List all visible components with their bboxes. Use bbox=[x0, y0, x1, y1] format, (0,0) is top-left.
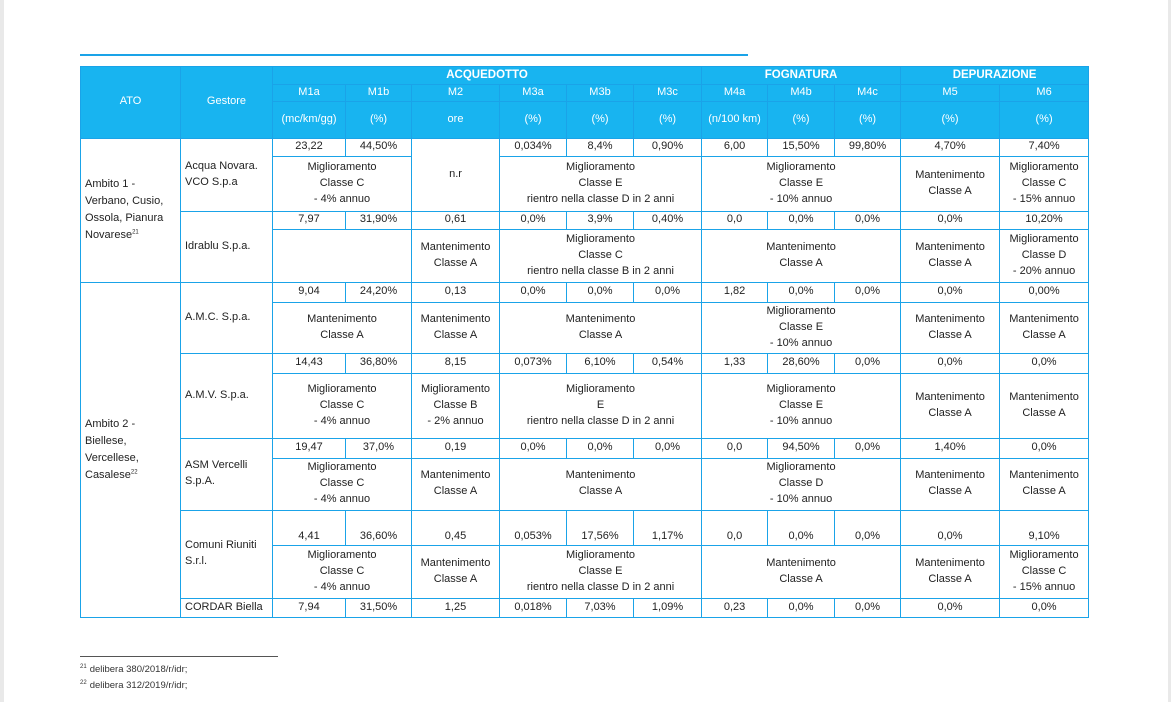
value-m3b: 3,9% bbox=[567, 211, 634, 229]
objective-m3: Mantenimento Classe A bbox=[500, 458, 702, 510]
objective-m5: Mantenimento Classe A bbox=[901, 302, 1000, 353]
indicator-label: M4a bbox=[702, 84, 768, 101]
ato-ambito-2: Ambito 2 - Biellese, Vercellese, Casalese$^{22}$ bbox=[81, 282, 181, 617]
value-m4a: 0,0 bbox=[702, 438, 768, 458]
unit-label: (%) bbox=[835, 101, 901, 138]
value-m5: 0,0% bbox=[901, 510, 1000, 545]
objective-m2: Mantenimento Classe A bbox=[412, 302, 500, 353]
value-m3a: 0,073% bbox=[500, 353, 567, 373]
header-acquedotto: ACQUEDOTTO bbox=[273, 67, 702, 85]
value-m4c: 0,0% bbox=[835, 211, 901, 229]
value-m3c: 0,0% bbox=[634, 438, 702, 458]
objective-m1-empty bbox=[273, 229, 412, 282]
header-depurazione: DEPURAZIONE bbox=[901, 67, 1089, 85]
value-m1a: 7,97 bbox=[273, 211, 346, 229]
value-m4a: 1,82 bbox=[702, 282, 768, 302]
objective-m3: Miglioramento Classe E rientro nella classe D in 2 anni bbox=[500, 156, 702, 211]
value-m3a: 0,0% bbox=[500, 438, 567, 458]
value-m4b: 0,0% bbox=[768, 598, 835, 617]
value-m5: 1,40% bbox=[901, 438, 1000, 458]
indicator-label: M4b bbox=[768, 84, 835, 101]
objective-m4: Miglioramento Classe E - 10% annuo bbox=[702, 373, 901, 438]
value-m5: 0,0% bbox=[901, 282, 1000, 302]
value-m6: 0,0% bbox=[1000, 438, 1089, 458]
value-m3b: 7,03% bbox=[567, 598, 634, 617]
gestore-amc: A.M.C. S.p.a. bbox=[181, 282, 273, 353]
top-rule bbox=[80, 54, 748, 56]
performance-table bbox=[80, 66, 1089, 618]
value-m6: 7,40% bbox=[1000, 138, 1089, 156]
objective-m4: Mantenimento Classe A bbox=[702, 229, 901, 282]
footnote-22: $^{22}$ delibera 312/2019/r/idr; bbox=[80, 680, 188, 692]
ato-ambito-1: Ambito 1 - Verbano, Cusio, Ossola, Pianura Novarese$^{21}$ bbox=[81, 138, 181, 282]
indicator-label: M3c bbox=[634, 84, 702, 101]
unit-label: (mc/km/gg) bbox=[273, 101, 346, 138]
value-m5: 0,0% bbox=[901, 598, 1000, 617]
value-m6: 0,0% bbox=[1000, 598, 1089, 617]
value-m5: 0,0% bbox=[901, 211, 1000, 229]
value-m4c: 0,0% bbox=[835, 510, 901, 545]
value-m1a: 23,22 bbox=[273, 138, 346, 156]
value-m1a: 14,43 bbox=[273, 353, 346, 373]
table-row bbox=[81, 138, 1089, 156]
objective-m1: Mantenimento Classe A bbox=[273, 302, 412, 353]
objective-m5: Mantenimento Classe A bbox=[901, 458, 1000, 510]
value-m3c: 0,40% bbox=[634, 211, 702, 229]
indicator-label: M2 bbox=[412, 84, 500, 101]
value-m3b: 6,10% bbox=[567, 353, 634, 373]
value-m4c: 99,80% bbox=[835, 138, 901, 156]
value-m3b: 8,4% bbox=[567, 138, 634, 156]
objective-m3: Miglioramento Classe E rientro nella classe D in 2 anni bbox=[500, 545, 702, 598]
indicator-label: M5 bbox=[901, 84, 1000, 101]
value-m3a: 0,0% bbox=[500, 282, 567, 302]
value-m3c: 0,54% bbox=[634, 353, 702, 373]
value-m2: 0,61 bbox=[412, 211, 500, 229]
unit-label: (%) bbox=[567, 101, 634, 138]
footnote-rule bbox=[80, 656, 278, 657]
value-m2: n.r bbox=[412, 138, 500, 211]
objective-m5: Mantenimento Classe A bbox=[901, 156, 1000, 211]
objective-m2: Mantenimento Classe A bbox=[412, 229, 500, 282]
unit-label: (%) bbox=[634, 101, 702, 138]
objective-m5: Mantenimento Classe A bbox=[901, 229, 1000, 282]
unit-label: (%) bbox=[346, 101, 412, 138]
gestore-amv: A.M.V. S.p.a. bbox=[181, 353, 273, 438]
value-m6: 9,10% bbox=[1000, 510, 1089, 545]
value-m3c: 0,0% bbox=[634, 282, 702, 302]
value-m4c: 0,0% bbox=[835, 353, 901, 373]
unit-label: (%) bbox=[768, 101, 835, 138]
value-m4c: 0,0% bbox=[835, 282, 901, 302]
value-m3b: 0,0% bbox=[567, 438, 634, 458]
value-m2: 1,25 bbox=[412, 598, 500, 617]
objective-m2: Miglioramento Classe B - 2% annuo bbox=[412, 373, 500, 438]
value-m1b: 31,90% bbox=[346, 211, 412, 229]
value-m2: 0,45 bbox=[412, 510, 500, 545]
indicator-label: M3a bbox=[500, 84, 567, 101]
objective-m1: Miglioramento Classe C - 4% annuo bbox=[273, 545, 412, 598]
indicator-label: M3b bbox=[567, 84, 634, 101]
value-m1b: 44,50% bbox=[346, 138, 412, 156]
table-row bbox=[81, 282, 1089, 302]
objective-m1: Miglioramento Classe C - 4% annuo bbox=[273, 458, 412, 510]
indicator-label: M1a bbox=[273, 84, 346, 101]
value-m3b: 0,0% bbox=[567, 282, 634, 302]
value-m5: 0,0% bbox=[901, 353, 1000, 373]
header-ato: ATO bbox=[81, 67, 181, 139]
objective-m6: Mantenimento Classe A bbox=[1000, 373, 1089, 438]
value-m4b: 94,50% bbox=[768, 438, 835, 458]
value-m2: 0,19 bbox=[412, 438, 500, 458]
value-m4a: 0,23 bbox=[702, 598, 768, 617]
value-m4b: 0,0% bbox=[768, 282, 835, 302]
value-m3c: 1,09% bbox=[634, 598, 702, 617]
value-m1a: 9,04 bbox=[273, 282, 346, 302]
value-m2: 0,13 bbox=[412, 282, 500, 302]
table-row bbox=[81, 510, 1089, 545]
value-m3a: 0,0% bbox=[500, 211, 567, 229]
value-m1b: 24,20% bbox=[346, 282, 412, 302]
value-m6: 10,20% bbox=[1000, 211, 1089, 229]
unit-label: (%) bbox=[901, 101, 1000, 138]
value-m3b: 17,56% bbox=[567, 510, 634, 545]
objective-m6: Miglioramento Classe C - 15% annuo bbox=[1000, 545, 1089, 598]
indicator-label: M1b bbox=[346, 84, 412, 101]
value-m1a: 19,47 bbox=[273, 438, 346, 458]
objective-m4: Miglioramento Classe E - 10% annuo bbox=[702, 156, 901, 211]
value-m4c: 0,0% bbox=[835, 598, 901, 617]
objective-m4: Miglioramento Classe E - 10% annuo bbox=[702, 302, 901, 353]
value-m4b: 15,50% bbox=[768, 138, 835, 156]
unit-label: (n/100 km) bbox=[702, 101, 768, 138]
objective-m6: Miglioramento Classe C - 15% annuo bbox=[1000, 156, 1089, 211]
value-m6: 0,00% bbox=[1000, 282, 1089, 302]
objective-m1: Miglioramento Classe C - 4% annuo bbox=[273, 373, 412, 438]
gestore-cordar-biella: CORDAR Biella bbox=[181, 598, 273, 617]
value-m4a: 0,0 bbox=[702, 211, 768, 229]
value-m3a: 0,053% bbox=[500, 510, 567, 545]
unit-label: (%) bbox=[500, 101, 567, 138]
gestore-idrablu: Idrablu S.p.a. bbox=[181, 211, 273, 282]
table-row bbox=[81, 438, 1089, 458]
gestore-acqua-novara: Acqua Novara. VCO S.p.a bbox=[181, 138, 273, 211]
value-m1b: 36,80% bbox=[346, 353, 412, 373]
value-m4b: 0,0% bbox=[768, 510, 835, 545]
value-m6: 0,0% bbox=[1000, 353, 1089, 373]
objective-m6: Mantenimento Classe A bbox=[1000, 458, 1089, 510]
table-row bbox=[81, 211, 1089, 229]
value-m1a: 7,94 bbox=[273, 598, 346, 617]
objective-m3: Miglioramento Classe C rientro nella classe B in 2 anni bbox=[500, 229, 702, 282]
gestore-asm-vercelli: ASM Vercelli S.p.A. bbox=[181, 438, 273, 510]
footnote-21: $^{21}$ delibera 380/2018/r/idr; bbox=[80, 664, 188, 676]
objective-m6: Mantenimento Classe A bbox=[1000, 302, 1089, 353]
table-row bbox=[81, 353, 1089, 373]
header-row-groups bbox=[81, 67, 1089, 85]
value-m1b: 37,0% bbox=[346, 438, 412, 458]
objective-m4: Miglioramento Classe D - 10% annuo bbox=[702, 458, 901, 510]
objective-m4: Mantenimento Classe A bbox=[702, 545, 901, 598]
header-fognatura: FOGNATURA bbox=[702, 67, 901, 85]
gestore-comuni-riuniti: Comuni Riuniti S.r.l. bbox=[181, 510, 273, 598]
value-m4b: 28,60% bbox=[768, 353, 835, 373]
objective-m2: Mantenimento Classe A bbox=[412, 545, 500, 598]
objective-m3: Miglioramento E rientro nella classe D in 2 anni bbox=[500, 373, 702, 438]
value-m3a: 0,018% bbox=[500, 598, 567, 617]
value-m4b: 0,0% bbox=[768, 211, 835, 229]
objective-m5: Mantenimento Classe A bbox=[901, 373, 1000, 438]
objective-m5: Mantenimento Classe A bbox=[901, 545, 1000, 598]
value-m1b: 31,50% bbox=[346, 598, 412, 617]
value-m3a: 0,034% bbox=[500, 138, 567, 156]
page-left-edge bbox=[0, 0, 4, 702]
indicator-label: M6 bbox=[1000, 84, 1089, 101]
table-row bbox=[81, 598, 1089, 617]
objective-m3: Mantenimento Classe A bbox=[500, 302, 702, 353]
value-m4a: 6,00 bbox=[702, 138, 768, 156]
objective-m1: Miglioramento Classe C - 4% annuo bbox=[273, 156, 412, 211]
unit-label: (%) bbox=[1000, 101, 1089, 138]
value-m2: 8,15 bbox=[412, 353, 500, 373]
value-m3c: 0,90% bbox=[634, 138, 702, 156]
value-m4c: 0,0% bbox=[835, 438, 901, 458]
objective-m2: Mantenimento Classe A bbox=[412, 458, 500, 510]
unit-label: ore bbox=[412, 101, 500, 138]
header-gestore: Gestore bbox=[181, 67, 273, 139]
value-m5: 4,70% bbox=[901, 138, 1000, 156]
value-m4a: 1,33 bbox=[702, 353, 768, 373]
value-m4a: 0,0 bbox=[702, 510, 768, 545]
objective-m6: Miglioramento Classe D - 20% annuo bbox=[1000, 229, 1089, 282]
value-m3c: 1,17% bbox=[634, 510, 702, 545]
value-m1b: 36,60% bbox=[346, 510, 412, 545]
value-m1a: 4,41 bbox=[273, 510, 346, 545]
indicator-label: M4c bbox=[835, 84, 901, 101]
